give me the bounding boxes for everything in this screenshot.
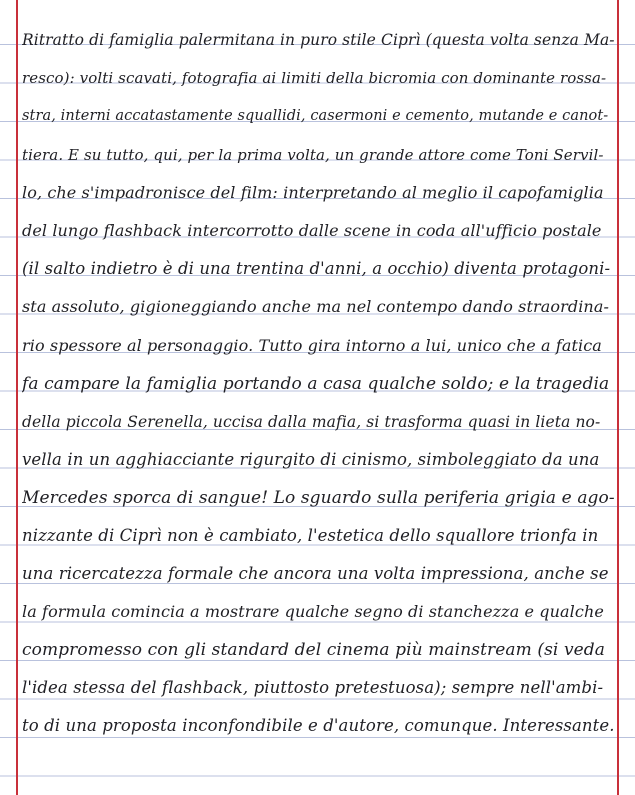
text-line: vella in un agghiacciante rigurgito di cinismo, simboleggiato da una — [22, 450, 600, 469]
text-line: rio spessore al personaggio. Tutto gira intorno a lui, unico che a fatica — [22, 336, 602, 355]
text-line: resco): volti scavati, fotografia ai limiti della bicromia con dominante rossa- — [22, 69, 607, 87]
text-line: nizzante di Ciprì non è cambiato, l'estetica dello squallore trionfa in — [22, 526, 599, 545]
text-line: lo, che s'impadronisce del film: interpretando al meglio il capofamiglia — [22, 183, 604, 202]
text-line: fa campare la famiglia portando a casa qualche soldo; e la tragedia — [22, 374, 610, 394]
text-line: Ritratto di famiglia palermitana in puro stile Ciprì (questa volta senza Ma- — [22, 31, 615, 49]
text-line: stra, interni accatastamente squallidi, casermoni e cemento, mutande e canot- — [22, 108, 609, 124]
right-margin-line — [617, 0, 619, 795]
text-line: Mercedes sporca di sangue! Lo sguardo sulla periferia grigia e ago- — [22, 488, 615, 508]
text-line: to di una proposta inconfondibile e d'autore, comunque. Interessante. — [22, 716, 615, 735]
text-line: la formula comincia a mostrare qualche segno di stanchezza e qualche — [22, 602, 604, 621]
text-line: (il salto indietro è di una trentina d'anni, a occhio) diventa protagoni- — [22, 259, 611, 278]
text-line: sta assoluto, gigioneggiando anche ma nel contempo dando straordina- — [22, 297, 609, 316]
left-margin-line — [16, 0, 18, 795]
text-line: l'idea stessa del flashback, piuttosto pretestuosa); sempre nell'ambi- — [22, 678, 604, 697]
text-line: compromesso con gli standard del cinema più mainstream (si veda — [22, 640, 606, 660]
text-line: una ricercatezza formale che ancora una volta impressiona, anche se — [22, 564, 609, 583]
text-line: del lungo flashback intercorrotto dalle scene in coda all'ufficio postale — [22, 221, 602, 240]
text-line: della piccola Serenella, uccisa dalla mafia, si trasforma quasi in lieta no- — [22, 413, 601, 431]
text-line: tiera. E su tutto, qui, per la prima volta, un grande attore come Toni Servil- — [22, 146, 604, 164]
